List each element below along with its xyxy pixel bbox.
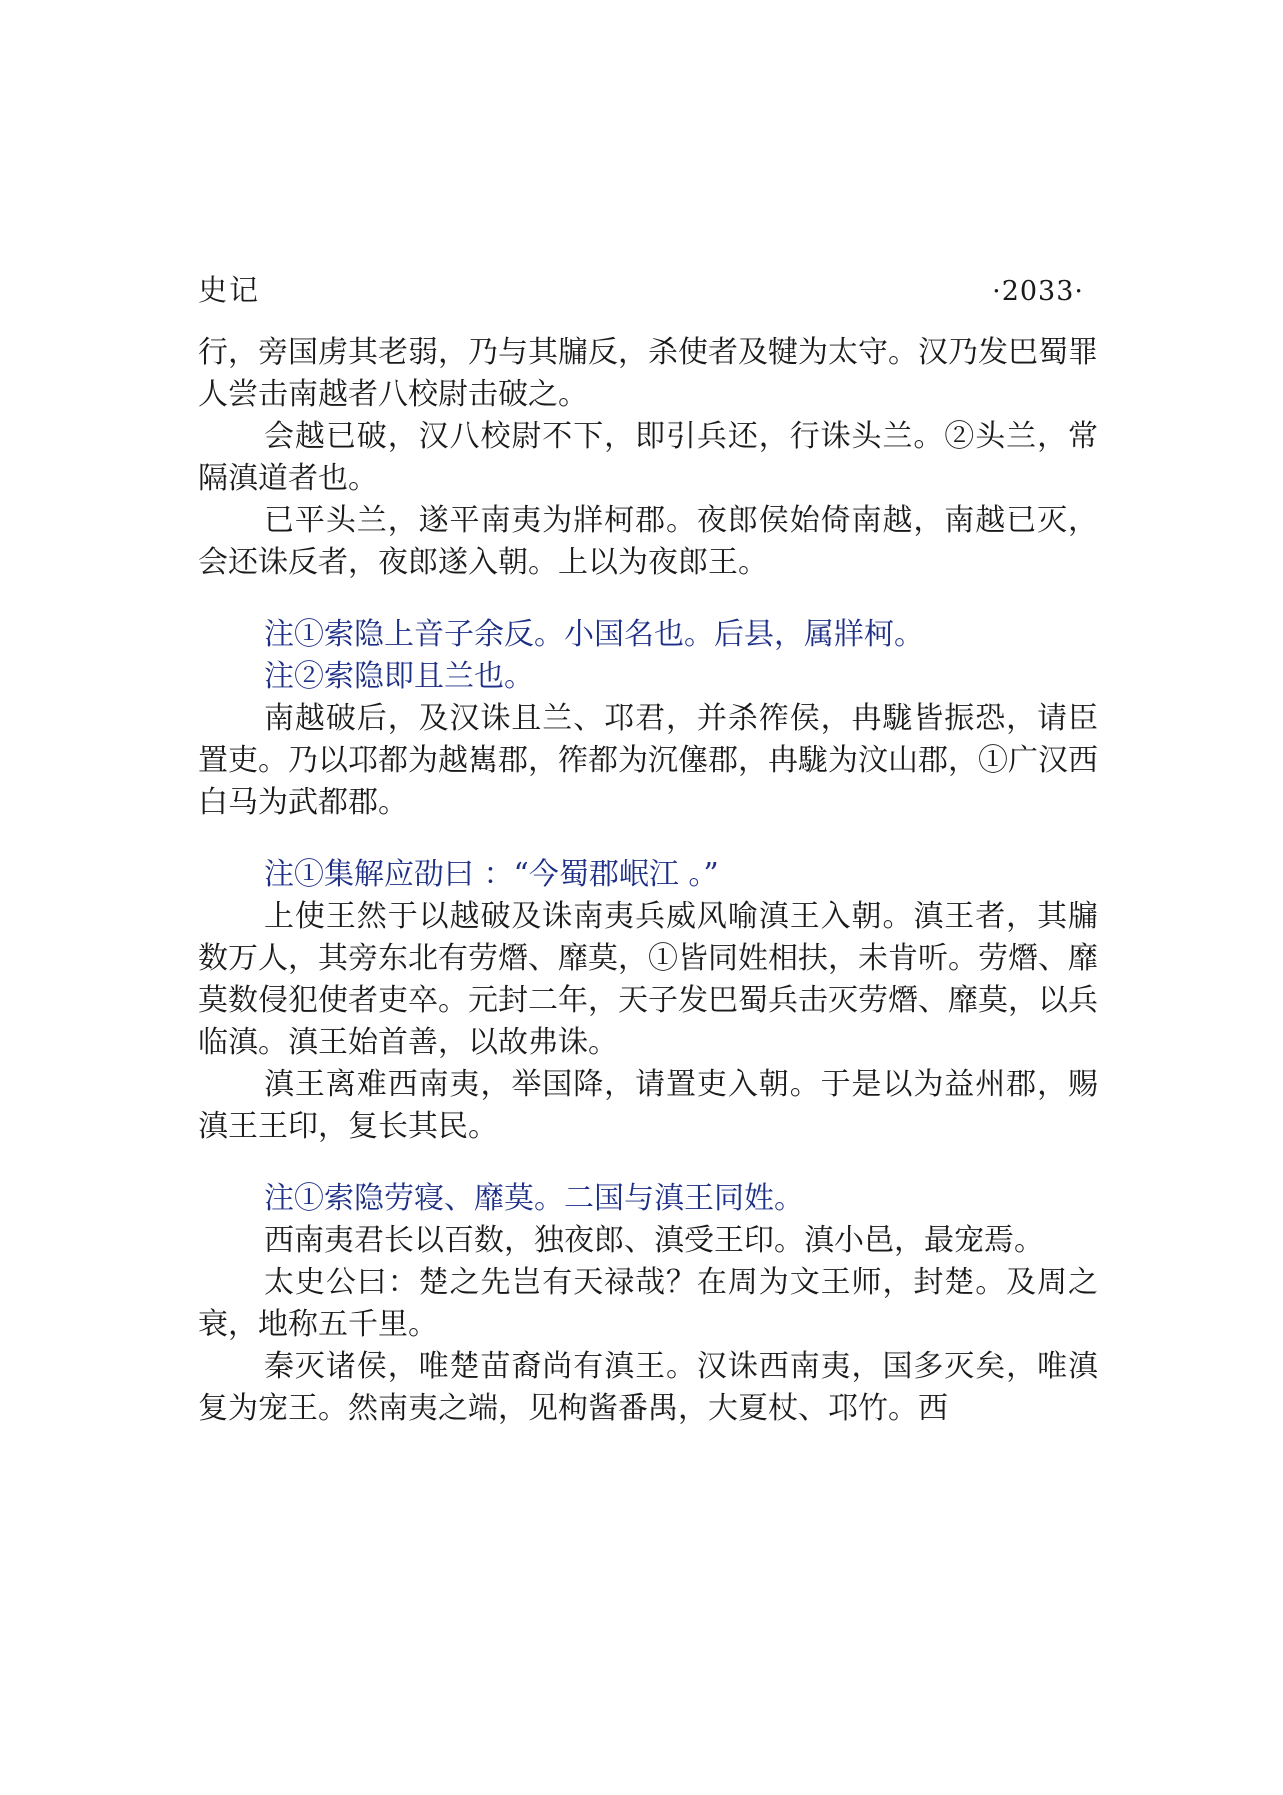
body-paragraph: 上使王然于以越破及诛南夷兵威风喻滇王入朝。滇王者，其牖数万人，其旁东北有劳熸、靡莫，①皆同姓相扶，未肯听。劳熸、靡莫数侵犯使者吏卒。元封二年，天子发巴蜀兵击灭劳熸、靡莫，以兵临滇。滇王始首善，以故弗诛。: [198, 899, 1098, 1060]
body-paragraph: 秦灭诸侯，唯楚苗裔尚有滇王。汉诛西南夷，国多灭矣，唯滇复为宠王。然南夷之端，见枸酱番禺，大夏杖、邛竹。西: [198, 1349, 1098, 1426]
body-paragraph: 行，旁国虏其老弱，乃与其牖反，杀使者及犍为太守。汉乃发巴蜀罪人尝击南越者八校尉击破之。: [198, 335, 1098, 412]
annotation-note: 注①索隐劳寝、靡莫。二国与滇王同姓。: [264, 1181, 804, 1216]
body-paragraph: 西南夷君长以百数，独夜郎、滇受王印。滇小邑，最宠焉。: [264, 1223, 1044, 1258]
book-title: 史记: [198, 273, 261, 307]
body-paragraph: 南越破后，及汉诛且兰、邛君，并杀筰侯，冉駹皆振恐，请臣置吏。乃以邛都为越嶲郡，筰都为沉僿郡，冉駹为汶山郡，①广汉西白马为武都郡。: [198, 701, 1098, 820]
page-number: ·2033·: [992, 276, 1084, 307]
annotation-note: 注②索隐即且兰也。: [264, 659, 534, 694]
document-page: [198, 262, 1098, 1430]
body-paragraph: 太史公曰：楚之先岂有天禄哉？在周为文王师，封楚。及周之衰，地称五千里。: [198, 1265, 1098, 1342]
annotation-note: 注①索隐上音子余反。小国名也。后县，属牂柯。: [264, 617, 924, 652]
annotation-note: 注①集解应劭曰 ：“今蜀郡岷江 。”: [264, 857, 719, 892]
body-text: [198, 332, 1098, 1430]
paragraph-gap: [198, 584, 1098, 614]
body-paragraph: 已平头兰，遂平南夷为牂柯郡。夜郎侯始倚南越，南越已灭，会还诛反者，夜郎遂入朝。上以为夜郎王。: [198, 503, 1098, 580]
body-paragraph: 滇王离难西南夷，举国降，请置吏入朝。于是以为益州郡，赐滇王王印，复长其民。: [198, 1067, 1098, 1144]
paragraph-gap: [198, 824, 1098, 854]
page-header: [198, 262, 1098, 318]
body-paragraph: 会越已破，汉八校尉不下，即引兵还，行诛头兰。②头兰，常隔滇道者也。: [198, 419, 1098, 496]
paragraph-gap: [198, 1148, 1098, 1178]
